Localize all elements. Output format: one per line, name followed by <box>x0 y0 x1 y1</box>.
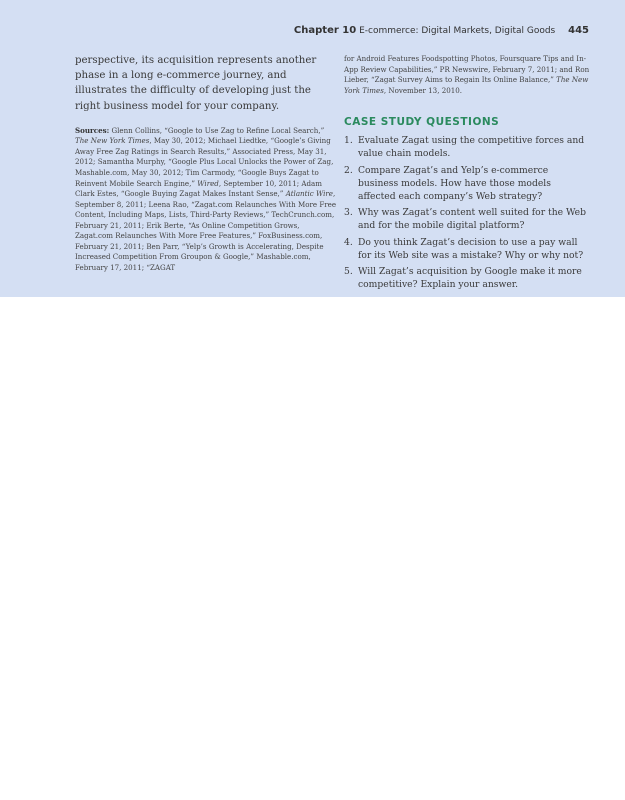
question-number: 1. <box>344 135 353 147</box>
sources-text: for Android Features Foodspotting Photos, Foursquare Tips and In-App Review Capabilities,” PR Newswire, February 7, 2011; and Ron Lieber, “Zagat Survey Aims to Regain Its Online Balance,” <box>344 54 590 85</box>
right-column <box>344 54 590 295</box>
question-text: Evaluate Zagat using the competitive forces and value chain models. <box>358 135 585 160</box>
sources-label: Sources: <box>75 125 110 135</box>
question-item <box>344 206 590 232</box>
question-text: Will Zagat’s acquisition by Google make it more competitive? Explain your answer. <box>358 266 582 291</box>
question-number: 3. <box>344 207 353 219</box>
sources-text: , May 30, 2012; Michael Liedtke, “Google’s Giving Away Free Zag Ratings in Search Results,” Associated Press, May 31, 2012; Samantha Murphy, “Google Plus Local Unlocks the Power of Zag, Mashable.com, May 30, 2012; Tim Carmody, “Google Buys Zagat to Reinvent Mobile Search Engine,” <box>75 136 334 188</box>
sources-text: , September 8, 2011; Leena Rao, “Zagat.com Relaunches With More Free Content, Including Maps, Lists, Third-Party Reviews,” TechCrunch.com, February 21, 2011; Erik Berte, “As Online Competition Grows, Zagat.com Relaunches With More Free Features,” FoxBusiness.com, February 21, 2011; Ben Parr, “Yelp’s Growth is Accelerating, Despite Increased Competition From Groupon & Google,” Mashable.com, February 17, 2011; “ZAGAT <box>75 189 337 272</box>
question-number: 5. <box>344 266 353 278</box>
question-item <box>344 164 590 203</box>
source-title: The New York Times <box>75 136 150 146</box>
sources-text: , November 13, 2010. <box>383 85 463 95</box>
question-number: 2. <box>344 164 353 176</box>
chapter-title: E-commerce: Digital Markets, Digital Goods <box>359 26 556 36</box>
question-text: Compare Zagat’s and Yelp’s e-commerce business models. How have those models affected each company’s Web strategy? <box>358 164 551 202</box>
chapter-number: Chapter 10 <box>293 25 357 36</box>
question-item <box>344 134 590 160</box>
source-title: The New York Times <box>344 75 589 95</box>
running-header <box>294 25 589 36</box>
page-number: 445 <box>568 25 589 36</box>
question-text: Why was Zagat’s content well suited for the Web and for the mobile digital platform? <box>358 207 586 232</box>
case-study-questions <box>344 134 590 291</box>
question-number: 4. <box>344 236 353 248</box>
source-title: Wired <box>197 178 219 188</box>
sources-continued <box>344 54 590 96</box>
question-item <box>344 236 590 262</box>
sources-paragraph <box>75 126 337 274</box>
question-text: Do you think Zagat’s decision to use a pay wall for its Web site was a mistake? Why or why not? <box>358 236 584 261</box>
left-column <box>75 53 337 273</box>
sources-text: Glenn Collins, “Google to Use Zag to Refine Local Search,” <box>111 125 325 135</box>
lead-paragraph: perspective, its acquisition represents another phase in a long e-commerce journey, and illustrates the difficulty of developing just the right business model for your company. <box>75 55 317 112</box>
source-title: Atlantic Wire <box>285 189 333 199</box>
sources-text: , September 10, 2011; Adam Clark Estes, “Google Buying Zagat Makes Instant Sense,” <box>75 178 322 199</box>
case-study-heading: CASE STUDY QUESTIONS <box>344 116 500 129</box>
question-item <box>344 265 590 291</box>
